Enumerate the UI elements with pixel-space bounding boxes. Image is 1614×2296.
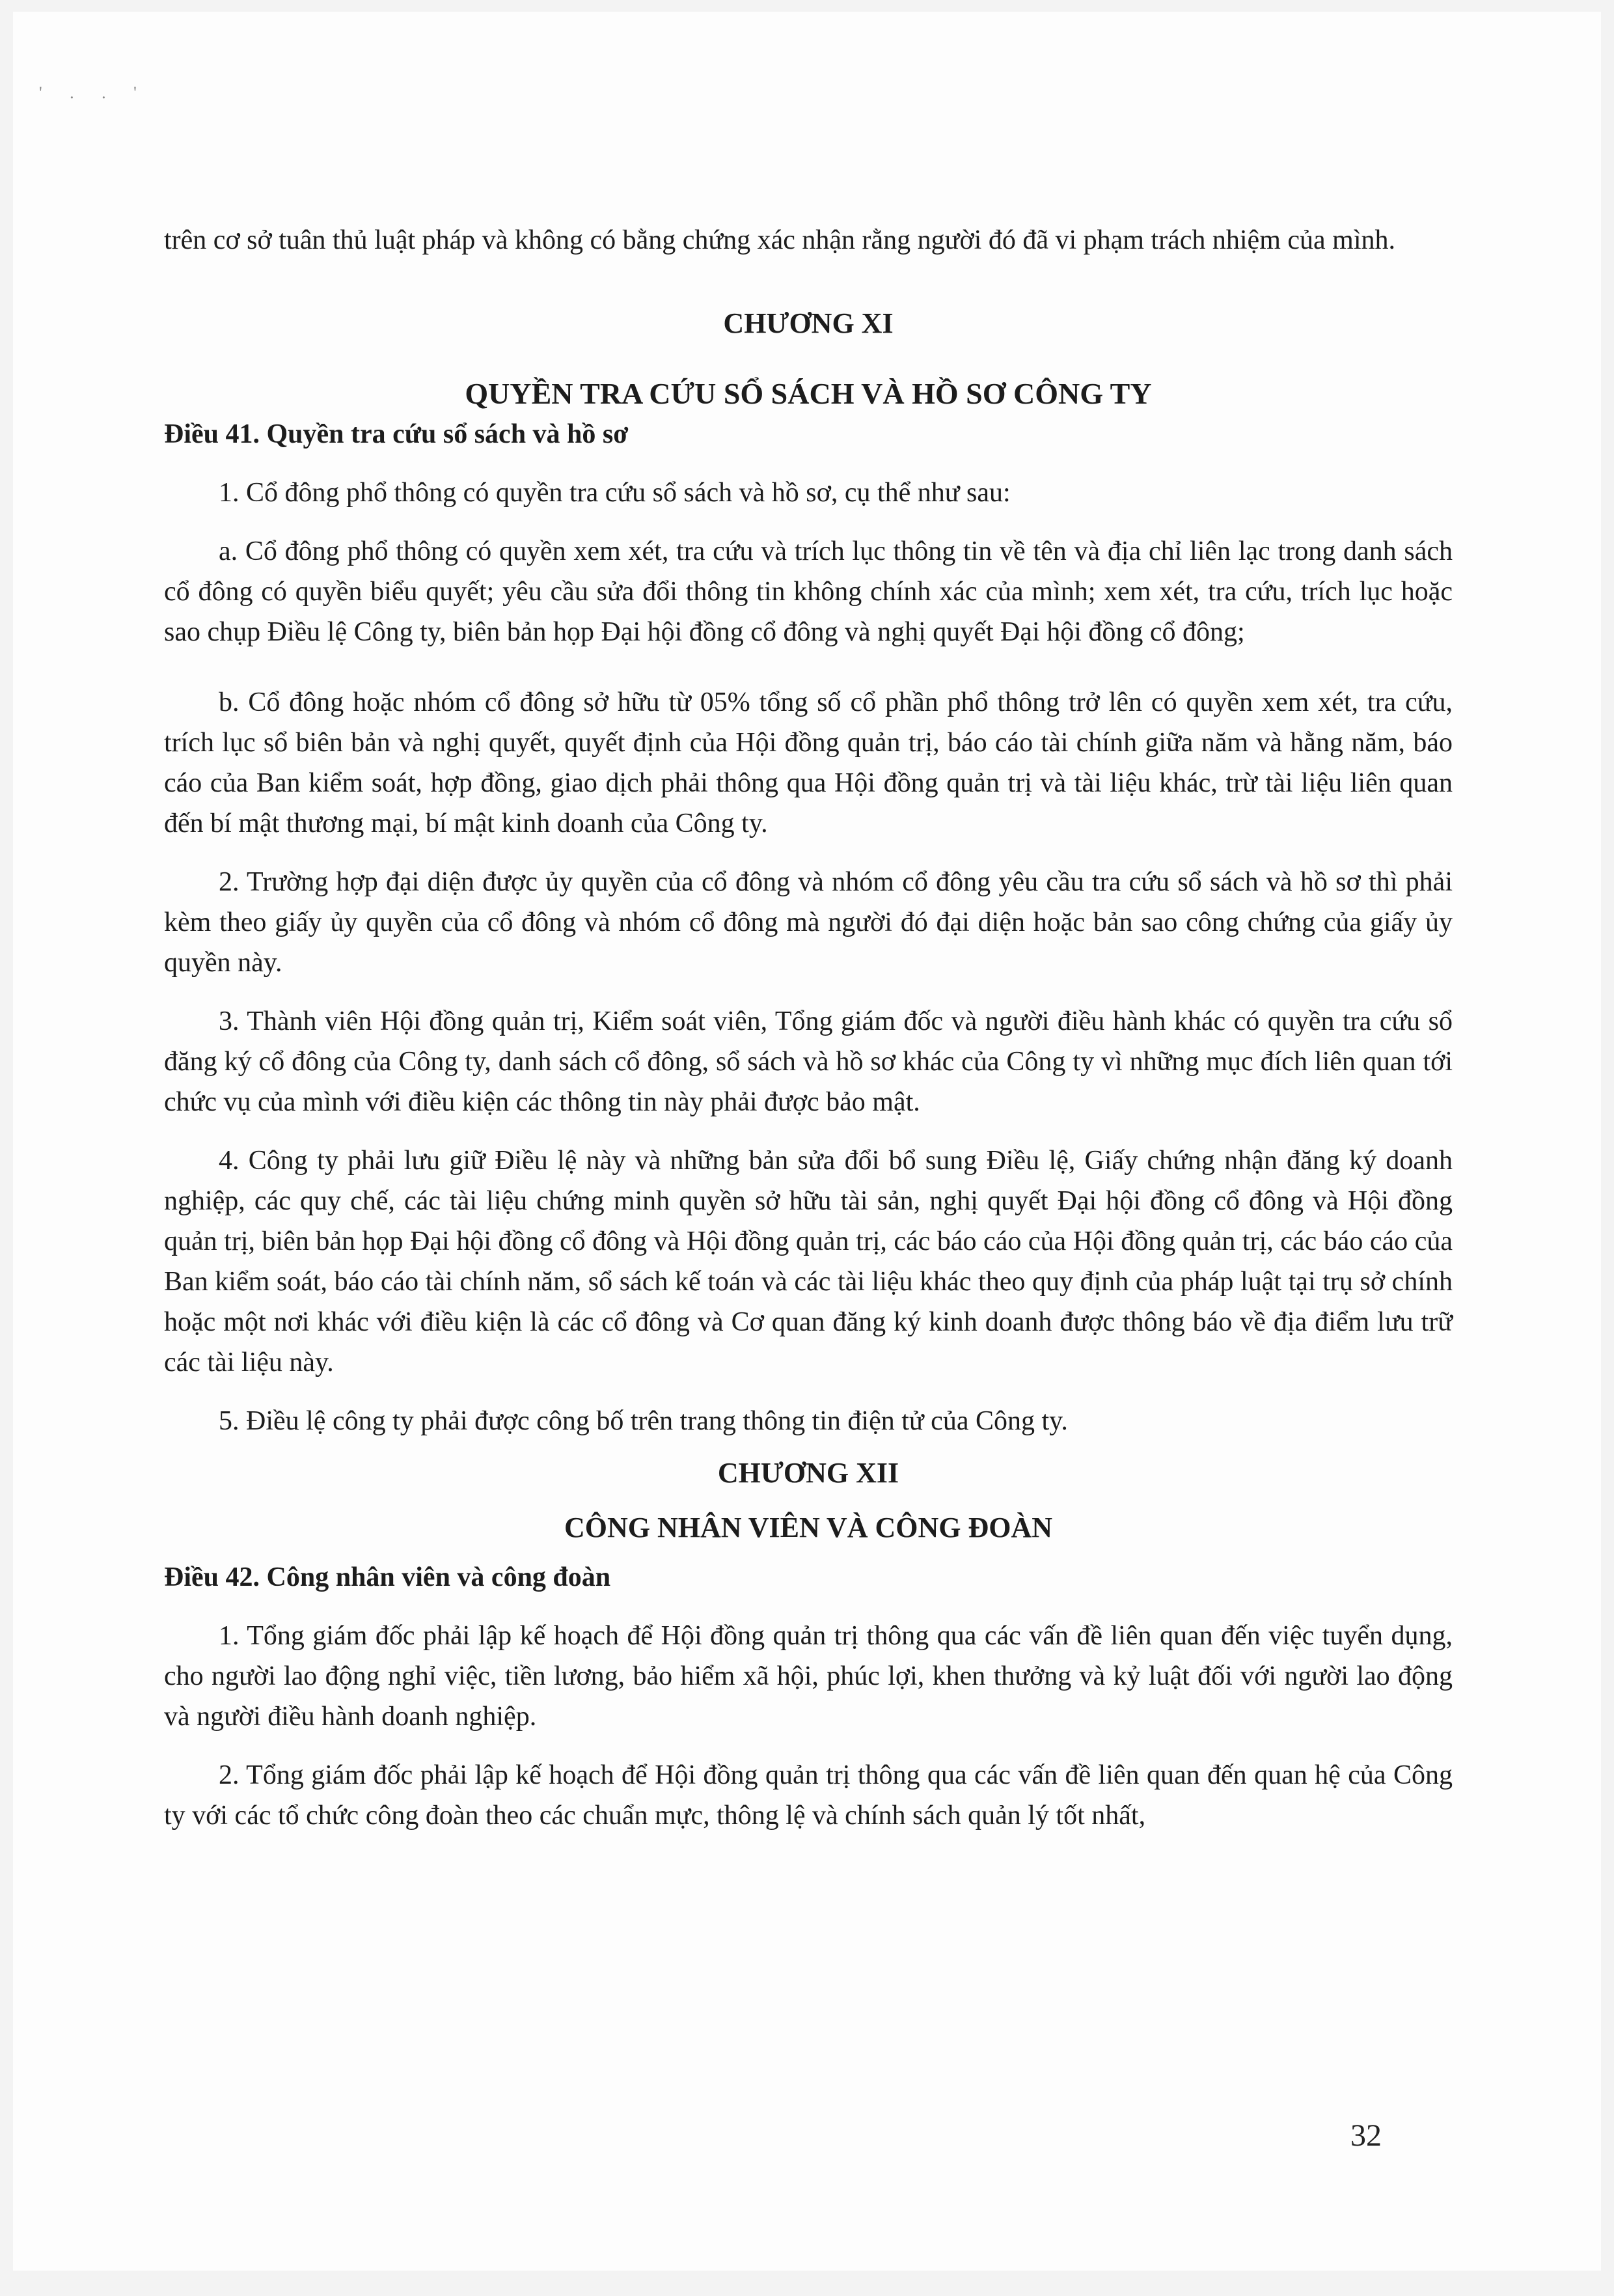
article-41-clause-3: 3. Thành viên Hội đồng quản trị, Kiểm soát viên, Tổng giám đốc và người điều hành khác có quyền tra cứu sổ đăng ký cổ đông của Công ty, danh sách cổ đông, sổ sách và hồ sơ khác của Công ty vì những mục đích liên quan tới chức vụ của mình với điều kiện các thông tin này phải được bảo mật. bbox=[164, 1006, 1453, 1117]
article-42-title: Điều 42. Công nhân viên và công đoàn bbox=[164, 1562, 611, 1592]
article-41-clause-1: 1. Cổ đông phổ thông có quyền tra cứu sổ sách và hồ sơ, cụ thể như sau: bbox=[219, 478, 1011, 508]
chapter-11-title: QUYỀN TRA CỨU SỔ SÁCH VÀ HỒ SƠ CÔNG TY bbox=[465, 377, 1152, 410]
scan-marks: ' . . ' bbox=[39, 83, 148, 102]
chapter-11-label: CHƯƠNG XI bbox=[723, 307, 894, 339]
chapter-12-title: CÔNG NHÂN VIÊN VÀ CÔNG ĐOÀN bbox=[564, 1512, 1053, 1543]
chapter-12-label: CHƯƠNG XII bbox=[717, 1457, 899, 1489]
article-42-clause-2: 2. Tổng giám đốc phải lập kế hoạch để Hội đồng quản trị thông qua các vấn đề liên quan đến quan hệ của Công ty với các tổ chức công đoàn theo các chuẩn mực, thông lệ và chính sách quản lý tốt nhất, bbox=[164, 1760, 1453, 1831]
article-41-clause-5: 5. Điều lệ công ty phải được công bố trên trang thông tin điện tử của Công ty. bbox=[219, 1406, 1068, 1436]
article-41-title: Điều 41. Quyền tra cứu sổ sách và hồ sơ bbox=[164, 419, 629, 449]
article-41-clause-1b: b. Cổ đông hoặc nhóm cổ đông sở hữu từ 05% tổng số cổ phần phổ thông trở lên có quyền xem xét, tra cứu, trích lục sổ biên bản và nghị quyết, quyết định của Hội đồng quản trị, báo cáo tài chính giữa năm và hằng năm, báo cáo của Ban kiểm soát, hợp đồng, giao dịch phải thông qua Hội đồng quản trị và tài liệu khác, trừ tài liệu liên quan đến bí mật thương mại, bí mật kinh doanh của Công ty. bbox=[164, 687, 1453, 838]
document-page bbox=[13, 12, 1601, 2271]
page-number: 32 bbox=[1350, 2118, 1382, 2153]
article-42-clause-1: 1. Tổng giám đốc phải lập kế hoạch để Hội đồng quản trị thông qua các vấn đề liên quan đến việc tuyển dụng, cho người lao động nghỉ việc, tiền lương, bảo hiểm xã hội, phúc lợi, khen thưởng và kỷ luật đối với người lao động và người điều hành doanh nghiệp. bbox=[164, 1621, 1453, 1732]
document-content bbox=[164, 220, 1453, 1836]
article-41-clause-4: 4. Công ty phải lưu giữ Điều lệ này và những bản sửa đổi bổ sung Điều lệ, Giấy chứng nhận đăng ký doanh nghiệp, các quy chế, các tài liệu chứng minh quyền sở hữu tài sản, nghị quyết Đại hội đồng cổ đông và Hội đồng quản trị, biên bản họp Đại hội đồng cổ đông và Hội đồng quản trị, các báo cáo của Hội đồng quản trị, các báo cáo của Ban kiểm soát, báo cáo tài chính năm, sổ sách kế toán và các tài liệu khác theo quy định của pháp luật tại trụ sở chính hoặc một nơi khác với điều kiện là các cổ đông và Cơ quan đăng ký kinh doanh được thông báo về địa điểm lưu trữ các tài liệu này. bbox=[164, 1146, 1453, 1377]
article-41-clause-1a: a. Cổ đông phổ thông có quyền xem xét, tra cứu và trích lục thông tin về tên và địa chỉ liên lạc trong danh sách cổ đông có quyền biểu quyết; yêu cầu sửa đổi thông tin không chính xác của mình; xem xét, tra cứu, trích lục hoặc sao chụp Điều lệ Công ty, biên bản họp Đại hội đồng cổ đông và nghị quyết Đại hội đồng cổ đông; bbox=[164, 536, 1453, 647]
article-41-clause-2: 2. Trường hợp đại diện được ủy quyền của cổ đông và nhóm cổ đông yêu cầu tra cứu sổ sách và hồ sơ thì phải kèm theo giấy ủy quyền của cổ đông và nhóm cổ đông mà người đó đại diện hoặc bản sao công chứng của giấy ủy quyền này. bbox=[164, 867, 1453, 978]
intro-paragraph: trên cơ sở tuân thủ luật pháp và không có bằng chứng xác nhận rằng người đó đã vi phạm trách nhiệm của mình. bbox=[164, 225, 1395, 255]
